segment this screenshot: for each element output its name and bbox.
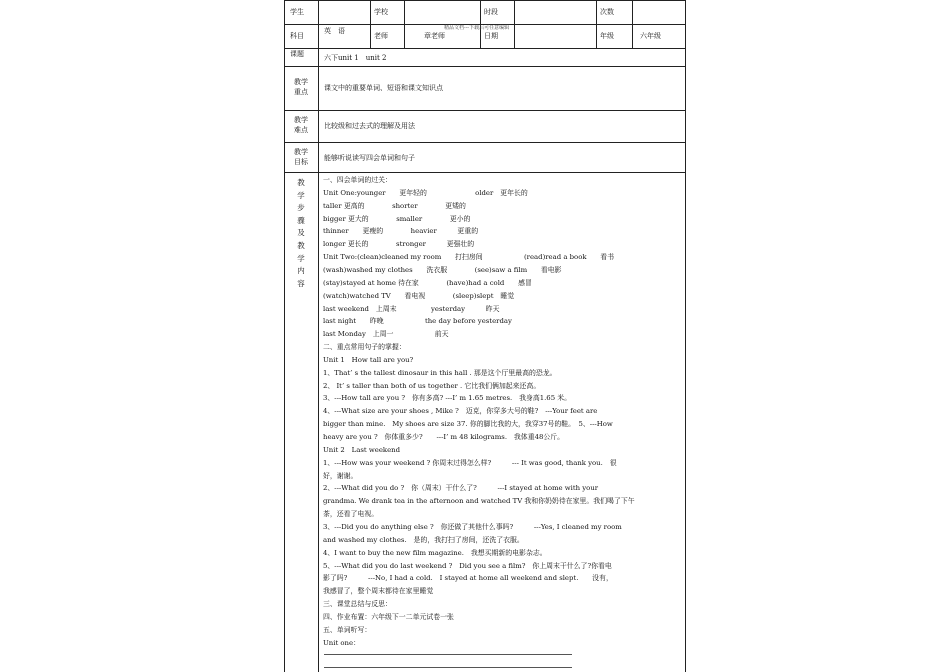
content-line: Unit Two:(clean)cleaned my room 打扫房间 (read)read a book 看书 — [323, 253, 615, 262]
content-line: 3、---How tall are you ? 你有多高? ---I’ m 1.65 metres. 我身高1.65 米。 — [323, 394, 572, 403]
subject-value: 英 语 — [324, 27, 345, 35]
dictation-blank-line — [324, 654, 572, 655]
row-divider — [284, 66, 686, 67]
content-line: 影了吗? ---No, I had a cold. I stayed at home all weekend and slept. 没有， — [323, 574, 613, 583]
count-label: 次数 — [600, 8, 614, 16]
content-line: (stay)stayed at home 待在家 (have)had a cold 感冒 — [323, 278, 532, 287]
content-line: last weekend 上周末 yesterday 昨天 — [323, 304, 500, 313]
content-line: 二、重点常用句子的掌握： — [323, 343, 406, 352]
content-line: Unit One:younger 更年轻的 older 更年长的 — [323, 188, 528, 197]
steps-label-char: 骤 — [297, 215, 305, 225]
row-divider — [284, 172, 686, 173]
content-line: 1、That’ s the tallest dinosaur in this hall . 那是这个厅里最高的恐龙。 — [323, 368, 557, 377]
content-line: Unit 2 Last weekend — [323, 445, 401, 454]
content-line: 4、---What size are your shoes , Mike ? 迈克，你穿多大号的鞋? ---Your feet are — [323, 407, 598, 416]
table-border-right — [685, 0, 686, 672]
row-divider — [284, 48, 686, 49]
content-line: bigger 更大的 smaller 更小的 — [323, 214, 471, 223]
difficulty-label-2: 难点 — [294, 126, 308, 134]
content-line: 三、课堂总结与反思： — [323, 600, 392, 609]
column-divider — [632, 0, 633, 48]
student-label: 学生 — [290, 8, 304, 16]
date-label: 日期 — [484, 32, 498, 40]
content-line: taller 更高的 shorter 更矮的 — [323, 201, 466, 210]
steps-label-char: 内 — [297, 266, 305, 276]
content-line: (watch)watched TV 看电视 (sleep)slept 睡觉 — [323, 291, 515, 300]
column-divider — [596, 0, 597, 48]
goal-label-1: 教学 — [294, 148, 308, 156]
content-line: thinner 更瘦的 heavier 更重的 — [323, 227, 479, 236]
column-divider — [404, 0, 405, 48]
goal-label-2: 目标 — [294, 158, 308, 166]
steps-label-char: 及 — [297, 228, 305, 238]
column-divider — [318, 0, 319, 672]
lesson-plan-table — [284, 0, 686, 672]
difficulty-label-1: 教学 — [294, 116, 308, 124]
content-line: bigger than mine. My shoes are size 37. 你的脚比我的大，我穿37号的鞋。 5、---How — [323, 420, 613, 429]
column-divider — [480, 0, 481, 48]
teacher-label: 老师 — [374, 32, 388, 40]
table-border-left — [284, 0, 285, 672]
content-line: 1、---How was your weekend ? 你周末过得怎么样? --- It was good, thank you. 很 — [323, 458, 617, 467]
teacher-value: 章老师 — [424, 32, 445, 40]
grade-value: 六年级 — [640, 32, 661, 40]
content-line: (wash)washed my clothes 洗衣服 (see)saw a film 看电影 — [323, 265, 562, 274]
difficulty-value: 比较级和过去式的理解及用法 — [324, 122, 415, 130]
period-label: 时段 — [484, 8, 498, 16]
subject-label: 科目 — [290, 32, 304, 40]
content-line: last Monday 上周一 前天 — [323, 330, 449, 339]
content-line: Unit 1 How tall are you? — [323, 355, 414, 364]
content-line: 2、 It’ s taller than both of us together . 它比我们俩加起来还高。 — [323, 381, 541, 390]
topic-value: 六下unit 1 unit 2 — [324, 54, 387, 62]
row-divider — [284, 142, 686, 143]
content-line: 茶，还看了电视。 — [323, 510, 379, 519]
content-line: and washed my clothes. 是的，我打扫了房间，还洗了衣服。 — [323, 535, 524, 544]
content-line: 四、作业布置：六年级下一二单元试卷一张 — [323, 612, 454, 621]
content-line: grandma. We drank tea in the afternoon and watched TV 我和你奶奶待在家里。我们喝了下午 — [323, 497, 635, 506]
grade-label: 年级 — [600, 32, 614, 40]
column-divider — [514, 0, 515, 48]
steps-label-char: 步 — [297, 203, 305, 213]
focus-label-1: 教学 — [294, 78, 308, 86]
goal-value: 能够听说读写四会单词和句子 — [324, 154, 415, 162]
content-line: 2、---What did you do ? 你（周末）干什么了? ---I stayed at home with your — [323, 484, 599, 493]
content-line: 5、---What did you do last weekend ? Did you see a film? 你上周末干什么了?你看电 — [323, 561, 612, 570]
steps-label-char: 容 — [297, 278, 305, 288]
steps-label-char: 学 — [297, 190, 305, 200]
content-line: Unit one： — [323, 638, 360, 647]
content-line: last night 昨晚 the day before yesterday — [323, 317, 512, 326]
table-border-top — [284, 0, 686, 1]
content-line: 好，谢谢。 — [323, 471, 358, 480]
row-divider — [284, 110, 686, 111]
content-line: 一、四会单词的过关： — [323, 176, 392, 184]
content-line: heavy are you ? 你体重多少? ---I’ m 48 kilograms. 我体重48公斤。 — [323, 433, 565, 441]
topic-label: 课题 — [290, 50, 304, 58]
steps-label-char: 教 — [297, 241, 305, 250]
focus-label-2: 重点 — [294, 88, 308, 96]
content-line: longer 更长的 stronger 更强壮的 — [323, 240, 475, 249]
column-divider — [370, 0, 371, 48]
steps-label-char: 学 — [297, 253, 305, 263]
content-line: 3、---Did you do anything else ? 你还做了其他什么事吗? ---Yes, I cleaned my room — [323, 522, 622, 531]
school-label: 学校 — [374, 8, 388, 16]
content-line: 五、单词听写： — [323, 625, 372, 634]
dictation-blank-line — [324, 667, 572, 668]
focus-value: 课文中的重要单词、短语和课文知识点 — [324, 84, 443, 92]
watermark-text: 精品文档---下载后可任意编辑 — [444, 25, 510, 31]
content-line: 4、I want to buy the new film magazine. 我想买期新的电影杂志。 — [323, 548, 547, 557]
steps-label-char: 教 — [297, 178, 305, 187]
content-line: 我感冒了，整个周末都待在家里睡觉 — [323, 587, 434, 596]
